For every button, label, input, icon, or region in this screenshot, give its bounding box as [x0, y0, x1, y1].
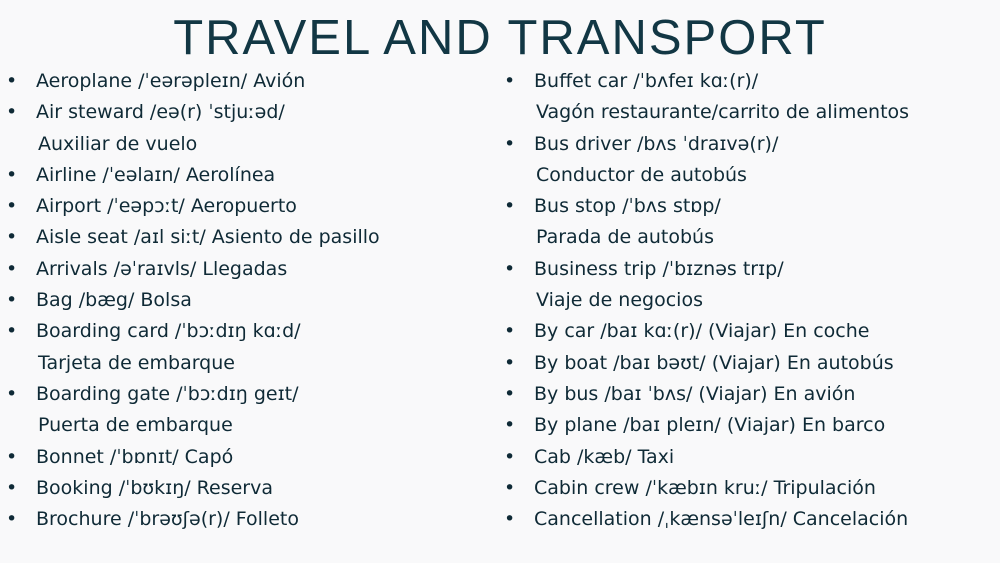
bullet-icon: • [504, 414, 516, 437]
bullet-icon: • [6, 195, 18, 218]
bullet-icon: • [6, 508, 18, 531]
bullet-icon: • [6, 320, 18, 343]
vocab-term: Cabin crew /ˈkæbɪn kruː/ Tripulación [534, 476, 876, 499]
vocab-term: By car /baɪ kɑː(r)/ (Viajar) En coche [534, 320, 870, 343]
vocab-item [498, 254, 1000, 317]
bullet-icon: • [504, 476, 516, 499]
vocab-translation: Parada de autobús [536, 226, 714, 249]
bullet-icon: • [6, 70, 18, 92]
vocab-term: Buffet car /ˈbʌfeɪ kɑː(r)/ [534, 70, 759, 92]
vocab-term: Aeroplane /ˈeərəpleɪn/ Avión [36, 70, 306, 92]
vocab-item [498, 442, 1000, 473]
vocab-item [0, 504, 500, 535]
vocab-translation: Conductor de autobús [536, 163, 747, 186]
vocab-term: Air steward /eə(r) ˈstjuːəd/ [36, 101, 285, 124]
vocab-item [498, 348, 1000, 379]
vocab-term: Bag /bæg/ Bolsa [36, 289, 192, 312]
bullet-icon: • [504, 445, 516, 468]
bullet-icon: • [504, 508, 516, 531]
vocab-item [0, 316, 500, 379]
vocab-item [0, 191, 500, 222]
vocab-translation: Viaje de negocios [536, 289, 703, 312]
bullet-icon: • [6, 101, 18, 124]
bullet-icon: • [504, 382, 516, 405]
vocab-term: Bus driver /bʌs ˈdraɪvə(r)/ [534, 132, 779, 155]
vocab-item [0, 254, 500, 285]
vocabulary-list-left [0, 66, 500, 535]
vocab-item [498, 410, 1000, 441]
vocab-item [498, 316, 1000, 347]
vocab-item [0, 66, 500, 97]
vocab-term: Booking /ˈbʊkɪŋ/ Reserva [36, 476, 273, 499]
vocab-term: Arrivals /əˈraɪvls/ Llegadas [36, 257, 288, 280]
vocab-item [498, 473, 1000, 504]
vocab-item [498, 66, 1000, 129]
bullet-icon: • [504, 132, 516, 155]
vocab-term: Airline /ˈeəlaɪn/ Aerolínea [36, 163, 276, 186]
vocab-item [498, 379, 1000, 410]
vocab-item [0, 285, 500, 316]
bullet-icon: • [504, 351, 516, 374]
bullet-icon: • [6, 226, 18, 249]
vocab-translation: Auxiliar de vuelo [38, 132, 198, 155]
vocab-item [0, 473, 500, 504]
vocab-term: By boat /baɪ bəʊt/ (Viajar) En autobús [534, 351, 894, 374]
vocab-term: Bus stop /ˈbʌs stɒp/ [534, 195, 721, 218]
vocab-term: Boarding gate /ˈbɔːdɪŋ geɪt/ [36, 382, 299, 405]
bullet-icon: • [6, 382, 18, 405]
vocab-term: Aisle seat /aɪl siːt/ Asiento de pasillo [36, 226, 380, 249]
bullet-icon: • [6, 289, 18, 312]
vocab-term: Airport /ˈeəpɔːt/ Aeropuerto [36, 195, 297, 218]
vocab-translation: Vagón restaurante/carrito de alimentos [536, 101, 910, 124]
bullet-icon: • [504, 195, 516, 218]
vocab-item [498, 504, 1000, 535]
bullet-icon: • [504, 257, 516, 280]
vocab-term: By bus /baɪ ˈbʌs/ (Viajar) En avión [534, 382, 856, 405]
bullet-icon: • [6, 257, 18, 280]
vocab-item [0, 442, 500, 473]
vocab-item [498, 191, 1000, 254]
vocab-term: Cab /kæb/ Taxi [534, 445, 675, 468]
vocab-item [0, 97, 500, 160]
vocab-translation: Tarjeta de embarque [38, 351, 235, 374]
bullet-icon: • [6, 476, 18, 499]
vocabulary-list-right [498, 66, 1000, 535]
vocab-item [498, 129, 1000, 192]
page-title: TRAVEL AND TRANSPORT [173, 11, 827, 65]
bullet-icon: • [6, 163, 18, 186]
vocab-item [0, 160, 500, 191]
vocab-term: Business trip /ˈbɪznəs trɪp/ [534, 257, 784, 280]
vocab-term: By plane /baɪ pleɪn/ (Viajar) En barco [534, 414, 886, 437]
vocab-term: Cancellation /ˌkænsəˈleɪʃn/ Cancelación [534, 508, 909, 531]
vocab-term: Bonnet /ˈbɒnɪt/ Capó [36, 445, 234, 468]
vocab-translation: Puerta de embarque [38, 414, 233, 437]
vocab-item [0, 222, 500, 253]
bullet-icon: • [504, 320, 516, 343]
bullet-icon: • [6, 445, 18, 468]
vocab-item [0, 379, 500, 442]
vocab-term: Boarding card /ˈbɔːdɪŋ kɑːd/ [36, 320, 301, 343]
bullet-icon: • [504, 70, 516, 92]
vocab-term: Brochure /ˈbrəʊʃə(r)/ Folleto [36, 508, 299, 531]
